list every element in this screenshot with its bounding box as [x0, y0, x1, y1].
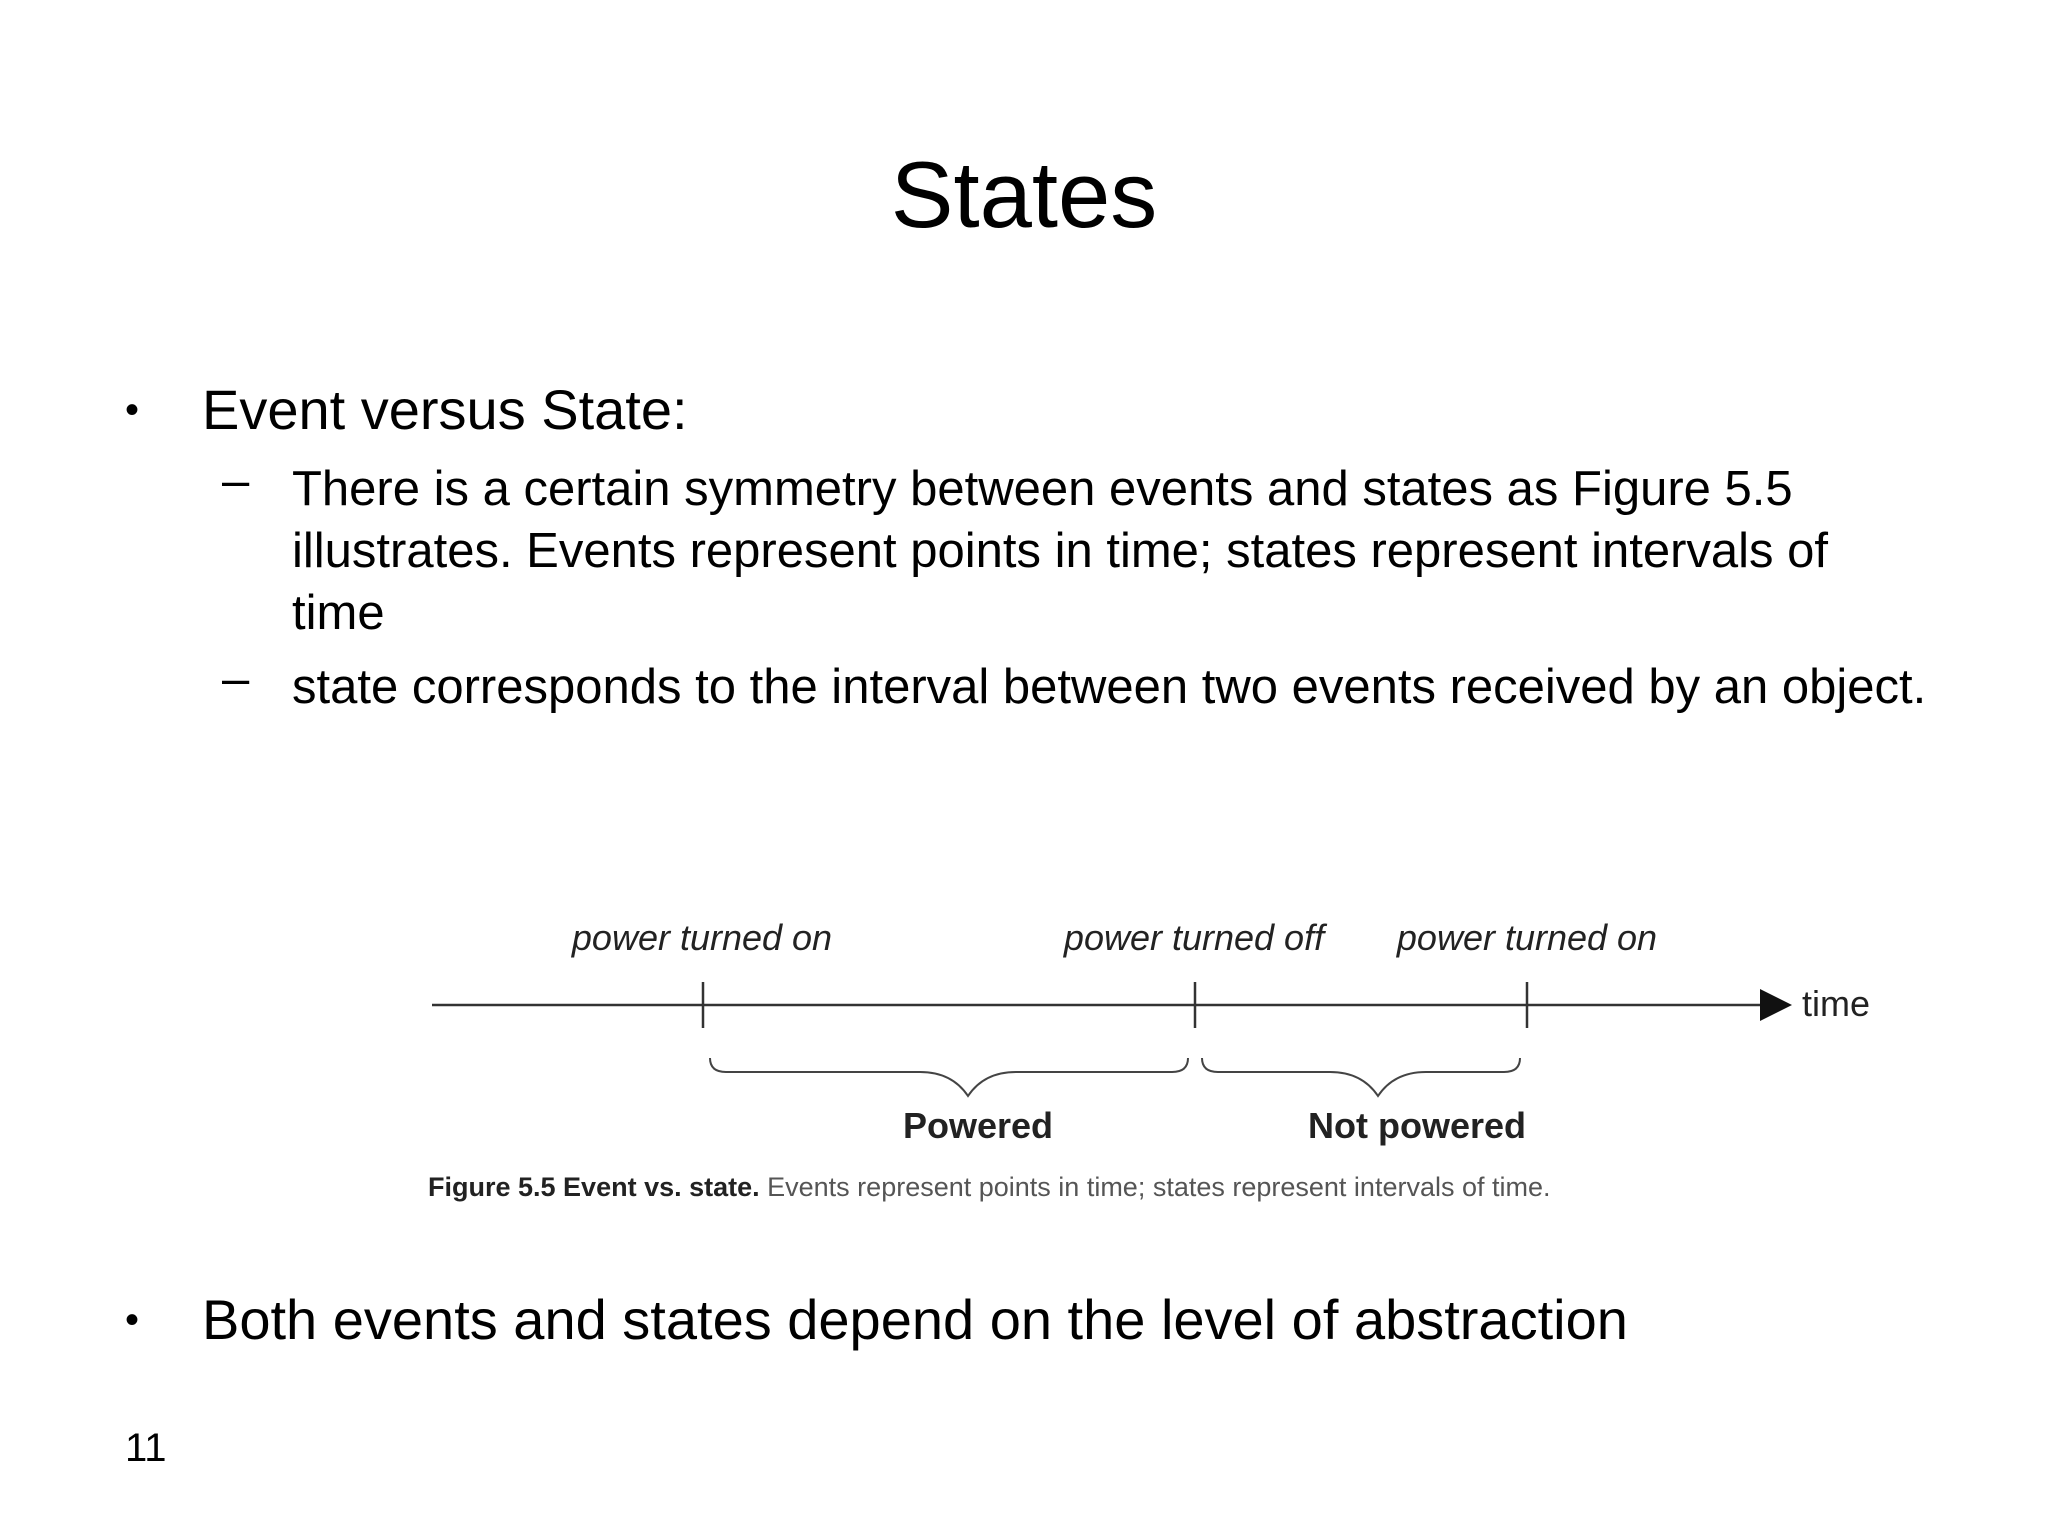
bullet-marker: • [125, 388, 140, 432]
brace-not-powered [1202, 1058, 1520, 1096]
arrowhead-icon [1760, 989, 1792, 1021]
event-label: power turned off [1063, 917, 1325, 958]
slide-title: States [890, 142, 1158, 247]
axis-label: time [1802, 983, 1871, 1024]
sub-item-marker: – [222, 454, 250, 508]
figure-caption [428, 1172, 1551, 1202]
brace-powered [710, 1058, 1188, 1096]
timeline-diagram [420, 900, 1910, 1260]
bullet-text: Event versus State: [202, 378, 688, 441]
state-label: Powered [902, 1105, 1054, 1146]
event-label: power turned on [571, 917, 833, 958]
bullet-marker: • [125, 1298, 140, 1342]
event-label: power turned on [1396, 917, 1658, 958]
sub-item-text: There is a certain symmetry between events and states as Figure 5.5 illustrates. Events represent points in time; states represent intervals of time [292, 462, 1829, 640]
figure-caption-text: Events represent points in time; states represent intervals of time. [759, 1172, 1551, 1202]
bullet-text: Both events and states depend on the level of abstraction [202, 1288, 1628, 1351]
figure-caption-bold: Figure 5.5 Event vs. state. [428, 1172, 760, 1202]
state-label: Not powered [1307, 1105, 1527, 1146]
sub-item-text: state corresponds to the interval between two events received by an object. [292, 660, 1927, 714]
page-number: 11 [125, 1426, 167, 1470]
sub-item-marker: – [222, 652, 250, 706]
figure-event-vs-state [420, 900, 1910, 1260]
